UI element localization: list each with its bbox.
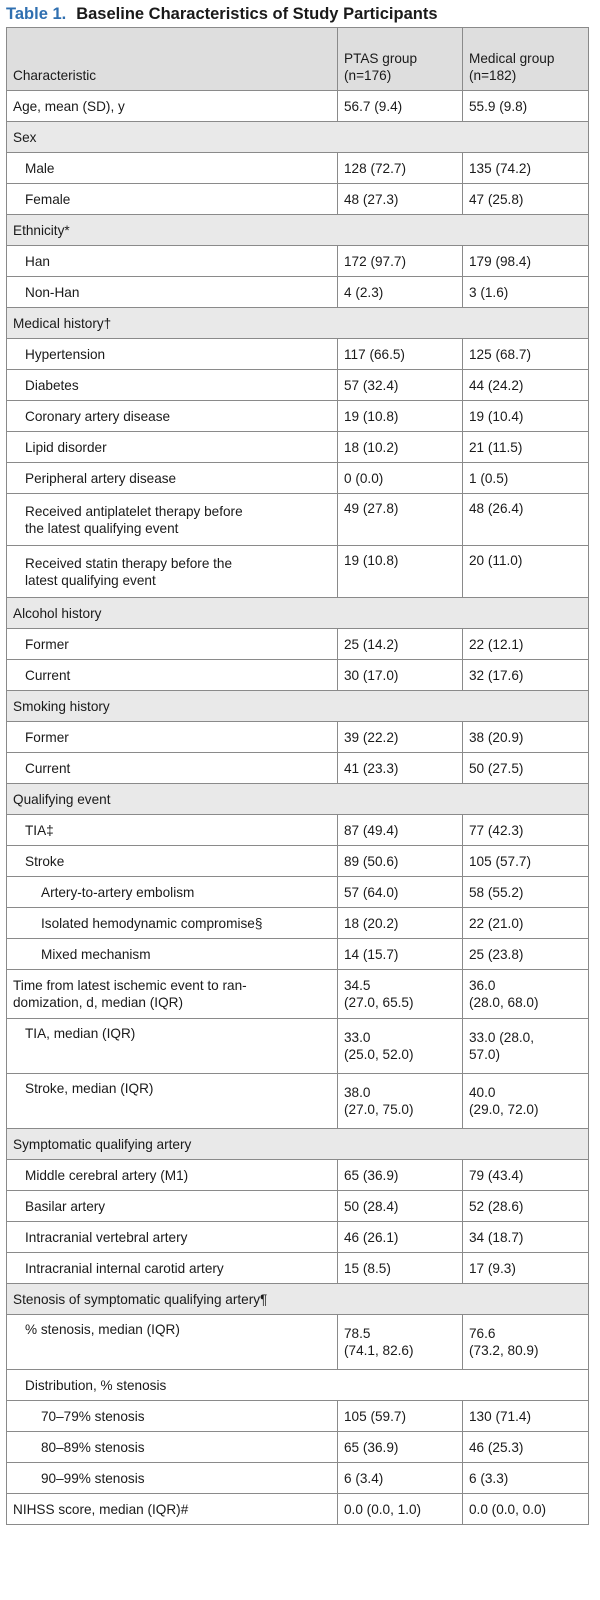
section-label: Symptomatic qualifying artery [7, 1129, 589, 1160]
row-label: Diabetes [7, 370, 338, 401]
table-row [7, 1315, 589, 1370]
value-line: 33.0 [344, 1030, 371, 1045]
ptas-value: 65 (36.9) [338, 1160, 463, 1191]
section-label: Smoking history [7, 691, 589, 722]
value-line: 78.5 [344, 1326, 371, 1341]
row-label: Isolated hemodynamic compromise§ [7, 908, 338, 939]
table-row [7, 546, 589, 598]
ptas-value: 49 (27.8) [338, 494, 463, 546]
medical-value: 32 (17.6) [463, 660, 589, 691]
ptas-value [338, 1315, 463, 1370]
medical-value: 1 (0.5) [463, 463, 589, 494]
row-label: Artery-to-artery embolism [7, 877, 338, 908]
table-page [6, 0, 594, 1525]
medical-value: 79 (43.4) [463, 1160, 589, 1191]
table-caption [6, 3, 594, 27]
medical-value [463, 1315, 589, 1370]
medical-value: 105 (57.7) [463, 846, 589, 877]
row-label: % stenosis, median (IQR) [7, 1315, 338, 1370]
ptas-value: 117 (66.5) [338, 339, 463, 370]
table-row [7, 370, 589, 401]
value-line: 76.6 [469, 1326, 496, 1341]
ptas-value: 18 (20.2) [338, 908, 463, 939]
table-header-row [7, 28, 589, 91]
medical-value: 21 (11.5) [463, 432, 589, 463]
ptas-value [338, 970, 463, 1019]
medical-value: 135 (74.2) [463, 153, 589, 184]
ptas-value [338, 1074, 463, 1129]
header-ptas-n: (n=176) [344, 68, 392, 83]
ptas-value: 19 (10.8) [338, 546, 463, 598]
baseline-characteristics-table [6, 27, 589, 1525]
header-ptas-group [338, 28, 463, 91]
medical-value: 179 (98.4) [463, 246, 589, 277]
row-label: Intracranial vertebral artery [7, 1222, 338, 1253]
row-label: Mixed mechanism [7, 939, 338, 970]
table-row [7, 401, 589, 432]
row-label-line: the latest qualifying event [25, 520, 179, 536]
row-label-line: Time from latest ischemic event to ran- [13, 978, 247, 993]
row-label: Current [7, 753, 338, 784]
ptas-value: 172 (97.7) [338, 246, 463, 277]
row-label: Coronary artery disease [7, 401, 338, 432]
ptas-value: 0.0 (0.0, 1.0) [338, 1494, 463, 1525]
section-row [7, 215, 589, 246]
medical-value: 22 (21.0) [463, 908, 589, 939]
medical-value: 22 (12.1) [463, 629, 589, 660]
row-label: TIA‡ [7, 815, 338, 846]
value-line: 57.0) [469, 1047, 500, 1062]
row-label: 70–79% stenosis [7, 1401, 338, 1432]
table-row [7, 1432, 589, 1463]
ptas-value: 48 (27.3) [338, 184, 463, 215]
table-row [7, 1401, 589, 1432]
medical-value: 38 (20.9) [463, 722, 589, 753]
row-label: Age, mean (SD), y [7, 91, 338, 122]
row-label: Former [7, 629, 338, 660]
section-row [7, 1129, 589, 1160]
medical-value: 47 (25.8) [463, 184, 589, 215]
ptas-value: 46 (26.1) [338, 1222, 463, 1253]
table-row [7, 277, 589, 308]
ptas-value: 18 (10.2) [338, 432, 463, 463]
ptas-value: 57 (64.0) [338, 877, 463, 908]
value-line: (29.0, 72.0) [469, 1102, 539, 1117]
ptas-value [338, 1019, 463, 1074]
row-label-line: latest qualifying event [25, 572, 156, 588]
row-label: Hypertension [7, 339, 338, 370]
row-label: Stroke [7, 846, 338, 877]
value-line: (27.0, 75.0) [344, 1102, 414, 1117]
row-label-line: domization, d, median (IQR) [13, 995, 183, 1010]
table-row [7, 339, 589, 370]
table-row [7, 908, 589, 939]
ptas-value: 87 (49.4) [338, 815, 463, 846]
row-label: Male [7, 153, 338, 184]
table-row [7, 1463, 589, 1494]
table-row [7, 246, 589, 277]
medical-value: 17 (9.3) [463, 1253, 589, 1284]
value-line: 33.0 (28.0, [469, 1030, 534, 1045]
medical-value: 19 (10.4) [463, 401, 589, 432]
row-label: Lipid disorder [7, 432, 338, 463]
section-label: Sex [7, 122, 589, 153]
header-characteristic [7, 28, 338, 91]
row-label-line: Received antiplatelet therapy before [25, 503, 243, 519]
ptas-value: 4 (2.3) [338, 277, 463, 308]
medical-value: 125 (68.7) [463, 339, 589, 370]
row-label: TIA, median (IQR) [7, 1019, 338, 1074]
row-label: Intracranial internal carotid artery [7, 1253, 338, 1284]
ptas-value: 65 (36.9) [338, 1432, 463, 1463]
medical-value: 20 (11.0) [463, 546, 589, 598]
table-row [7, 1494, 589, 1525]
medical-value: 77 (42.3) [463, 815, 589, 846]
medical-value: 46 (25.3) [463, 1432, 589, 1463]
medical-value [463, 1019, 589, 1074]
header-characteristic-label: Characteristic [13, 68, 97, 83]
medical-value: 25 (23.8) [463, 939, 589, 970]
medical-value: 130 (71.4) [463, 1401, 589, 1432]
ptas-value: 14 (15.7) [338, 939, 463, 970]
row-label [7, 546, 338, 598]
table-row [7, 1222, 589, 1253]
header-medical-n: (n=182) [469, 68, 517, 83]
medical-value [463, 1074, 589, 1129]
table-row [7, 494, 589, 546]
ptas-value: 50 (28.4) [338, 1191, 463, 1222]
medical-value: 0.0 (0.0, 0.0) [463, 1494, 589, 1525]
table-row [7, 753, 589, 784]
row-label-line: Received statin therapy before the [25, 555, 233, 571]
table-row [7, 970, 589, 1019]
table-row [7, 1019, 589, 1074]
ptas-value: 25 (14.2) [338, 629, 463, 660]
table-row [7, 153, 589, 184]
table-row [7, 1074, 589, 1129]
row-label: Female [7, 184, 338, 215]
table-row [7, 1191, 589, 1222]
section-label: Stenosis of symptomatic qualifying artery¶ [7, 1284, 589, 1315]
section-row [7, 308, 589, 339]
table-row [7, 1160, 589, 1191]
header-medical-group [463, 28, 589, 91]
subsection-label: Distribution, % stenosis [7, 1370, 589, 1401]
table-row [7, 722, 589, 753]
section-row [7, 1284, 589, 1315]
medical-value: 48 (26.4) [463, 494, 589, 546]
subsection-row [7, 1370, 589, 1401]
ptas-value: 41 (23.3) [338, 753, 463, 784]
row-label: Peripheral artery disease [7, 463, 338, 494]
medical-value: 50 (27.5) [463, 753, 589, 784]
ptas-value: 15 (8.5) [338, 1253, 463, 1284]
ptas-value: 128 (72.7) [338, 153, 463, 184]
row-label: Basilar artery [7, 1191, 338, 1222]
row-label: Former [7, 722, 338, 753]
row-label [7, 494, 338, 546]
row-label: NIHSS score, median (IQR)# [7, 1494, 338, 1525]
row-label: Middle cerebral artery (M1) [7, 1160, 338, 1191]
medical-value: 34 (18.7) [463, 1222, 589, 1253]
ptas-value: 19 (10.8) [338, 401, 463, 432]
medical-value [463, 970, 589, 1019]
medical-value: 58 (55.2) [463, 877, 589, 908]
ptas-value: 89 (50.6) [338, 846, 463, 877]
value-line: 40.0 [469, 1085, 496, 1100]
ptas-value: 56.7 (9.4) [338, 91, 463, 122]
ptas-value: 30 (17.0) [338, 660, 463, 691]
row-label: Non-Han [7, 277, 338, 308]
table-row [7, 939, 589, 970]
table-row [7, 877, 589, 908]
table-row [7, 463, 589, 494]
value-line: 34.5 [344, 978, 371, 993]
table-row [7, 91, 589, 122]
row-label: 90–99% stenosis [7, 1463, 338, 1494]
section-row [7, 784, 589, 815]
row-label [7, 970, 338, 1019]
medical-value: 55.9 (9.8) [463, 91, 589, 122]
ptas-value: 0 (0.0) [338, 463, 463, 494]
table-title: Baseline Characteristics of Study Participants [76, 5, 438, 23]
medical-value: 52 (28.6) [463, 1191, 589, 1222]
value-line: (28.0, 68.0) [469, 995, 539, 1010]
ptas-value: 6 (3.4) [338, 1463, 463, 1494]
section-label: Alcohol history [7, 598, 589, 629]
header-ptas-name: PTAS group [344, 51, 418, 66]
section-row [7, 691, 589, 722]
section-label: Ethnicity* [7, 215, 589, 246]
ptas-value: 105 (59.7) [338, 1401, 463, 1432]
table-row [7, 846, 589, 877]
medical-value: 6 (3.3) [463, 1463, 589, 1494]
section-row [7, 122, 589, 153]
table-row [7, 815, 589, 846]
value-line: 38.0 [344, 1085, 371, 1100]
value-line: 36.0 [469, 978, 496, 993]
medical-value: 3 (1.6) [463, 277, 589, 308]
value-line: (25.0, 52.0) [344, 1047, 414, 1062]
ptas-value: 57 (32.4) [338, 370, 463, 401]
value-line: (73.2, 80.9) [469, 1343, 539, 1358]
value-line: (27.0, 65.5) [344, 995, 414, 1010]
table-row [7, 1253, 589, 1284]
table-row [7, 660, 589, 691]
value-line: (74.1, 82.6) [344, 1343, 414, 1358]
ptas-value: 39 (22.2) [338, 722, 463, 753]
table-row [7, 432, 589, 463]
header-medical-name: Medical group [469, 51, 555, 66]
medical-value: 44 (24.2) [463, 370, 589, 401]
table-row [7, 184, 589, 215]
row-label: 80–89% stenosis [7, 1432, 338, 1463]
row-label: Stroke, median (IQR) [7, 1074, 338, 1129]
row-label: Current [7, 660, 338, 691]
section-label: Medical history† [7, 308, 589, 339]
row-label: Han [7, 246, 338, 277]
section-label: Qualifying event [7, 784, 589, 815]
table-number: Table 1. [6, 5, 67, 23]
table-row [7, 629, 589, 660]
section-row [7, 598, 589, 629]
